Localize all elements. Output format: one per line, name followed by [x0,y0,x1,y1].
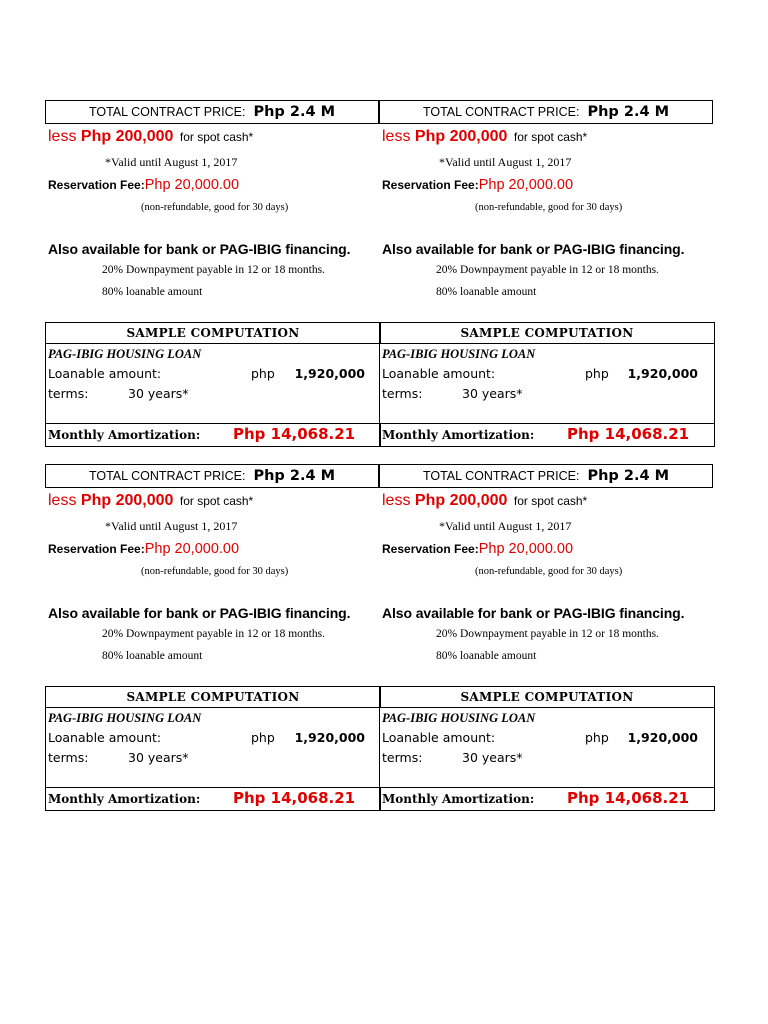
loanable-amount-label: Loanable amount: [382,730,496,745]
reservation-note: (non-refundable, good for 30 days) [141,566,289,577]
loanable-amount-currency: php [585,730,609,745]
loanable-amount-currency: php [251,730,275,745]
loan-type: PAG-IBIG HOUSING LOAN [382,711,536,725]
spot-cash-label: for spot cash* [179,494,254,508]
price-card [379,464,715,812]
reservation-fee-value: Php 20,000.00 [478,177,574,193]
validity-note: *Valid until August 1, 2017 [105,519,238,533]
less-amount: Php 200,000 [414,492,508,509]
reservation-fee-label: Reservation Fee: [48,178,145,192]
loanable-amount-value: 1,920,000 [294,730,365,745]
spot-cash-discount [382,128,587,146]
monthly-amortization-row [380,787,714,810]
terms-label: terms: [48,386,89,401]
terms-value: 30 years* [128,386,189,401]
spot-cash-discount [48,492,253,510]
reservation-fee [382,176,573,194]
spot-cash-label: for spot cash* [513,494,588,508]
terms-label: terms: [382,750,423,765]
reservation-note: (non-refundable, good for 30 days) [475,566,623,577]
reservation-fee-label: Reservation Fee: [48,542,145,556]
loanable-amount-value: 1,920,000 [627,366,698,381]
loanable-amount-label: Loanable amount: [382,366,496,381]
sample-computation-title: SAMPLE COMPUTATION [46,687,381,708]
loan-type: PAG-IBIG HOUSING LOAN [382,347,536,361]
reservation-fee-label: Reservation Fee: [382,178,479,192]
price-card [45,464,381,812]
total-contract-price-value: Php 2.4 M [587,468,670,484]
monthly-amortization-label: Monthly Amortization: [48,428,201,442]
terms-value: 30 years* [462,750,523,765]
total-contract-price-box [45,464,379,488]
terms-label: terms: [48,750,89,765]
reservation-fee-value: Php 20,000.00 [144,177,240,193]
spot-cash-label: for spot cash* [513,130,588,144]
financing-headline: Also available for bank or PAG-IBIG financing. [48,241,351,257]
sample-computation-box [45,322,381,447]
spot-cash-discount [382,492,587,510]
reservation-fee-value: Php 20,000.00 [144,541,240,557]
validity-note: *Valid until August 1, 2017 [439,155,572,169]
spot-cash-discount [48,128,253,146]
financing-headline: Also available for bank or PAG-IBIG financing. [382,241,685,257]
terms-value: 30 years* [128,750,189,765]
reservation-fee [48,176,239,194]
less-amount: Php 200,000 [414,128,508,145]
monthly-amortization-label: Monthly Amortization: [382,792,535,806]
sample-computation-box [45,686,381,811]
total-contract-price-value: Php 2.4 M [253,104,336,120]
financing-headline: Also available for bank or PAG-IBIG financing. [382,605,685,621]
downpayment-text: 20% Downpayment payable in 12 or 18 months. [436,628,659,640]
loanable-amount-value: 1,920,000 [294,366,365,381]
downpayment-text: 20% Downpayment payable in 12 or 18 months. [436,264,659,276]
reservation-note: (non-refundable, good for 30 days) [475,202,623,213]
terms-value: 30 years* [462,386,523,401]
total-contract-price-value: Php 2.4 M [587,104,670,120]
spot-cash-label: for spot cash* [179,130,254,144]
loanable-amount-value: 1,920,000 [627,730,698,745]
loanable-text: 80% loanable amount [436,286,537,298]
loanable-amount-currency: php [585,366,609,381]
loanable-amount-label: Loanable amount: [48,366,162,381]
monthly-amortization-row [380,423,714,446]
monthly-amortization-value: Php 14,068.21 [233,425,356,443]
validity-note: *Valid until August 1, 2017 [105,155,238,169]
validity-note: *Valid until August 1, 2017 [439,519,572,533]
financing-headline: Also available for bank or PAG-IBIG financing. [48,605,351,621]
downpayment-text: 20% Downpayment payable in 12 or 18 months. [102,264,325,276]
reservation-fee-label: Reservation Fee: [382,542,479,556]
total-contract-price-label: TOTAL CONTRACT PRICE: [88,469,246,483]
reservation-fee [382,540,573,558]
total-contract-price-value: Php 2.4 M [253,468,336,484]
total-contract-price-box [379,100,713,124]
loanable-text: 80% loanable amount [102,286,203,298]
sample-computation-title: SAMPLE COMPUTATION [46,323,381,344]
less-word: less [382,128,411,145]
reservation-fee-value: Php 20,000.00 [478,541,574,557]
monthly-amortization-label: Monthly Amortization: [48,792,201,806]
price-card [45,100,381,448]
less-amount: Php 200,000 [80,492,174,509]
monthly-amortization-row [46,423,381,446]
monthly-amortization-value: Php 14,068.21 [567,425,690,443]
sample-computation-box [379,686,715,811]
total-contract-price-label: TOTAL CONTRACT PRICE: [88,105,246,119]
monthly-amortization-label: Monthly Amortization: [382,428,535,442]
monthly-amortization-value: Php 14,068.21 [567,789,690,807]
reservation-note: (non-refundable, good for 30 days) [141,202,289,213]
loanable-text: 80% loanable amount [102,650,203,662]
monthly-amortization-row [46,787,381,810]
less-word: less [48,128,77,145]
total-contract-price-box [45,100,379,124]
loan-type: PAG-IBIG HOUSING LOAN [48,347,202,361]
loanable-text: 80% loanable amount [436,650,537,662]
downpayment-text: 20% Downpayment payable in 12 or 18 months. [102,628,325,640]
sample-computation-box [379,322,715,447]
terms-label: terms: [382,386,423,401]
loanable-amount-currency: php [251,366,275,381]
total-contract-price-label: TOTAL CONTRACT PRICE: [422,105,580,119]
monthly-amortization-value: Php 14,068.21 [233,789,356,807]
reservation-fee [48,540,239,558]
total-contract-price-label: TOTAL CONTRACT PRICE: [422,469,580,483]
loan-type: PAG-IBIG HOUSING LOAN [48,711,202,725]
sample-computation-title: SAMPLE COMPUTATION [380,687,714,708]
less-amount: Php 200,000 [80,128,174,145]
price-card [379,100,715,448]
loanable-amount-label: Loanable amount: [48,730,162,745]
less-word: less [48,492,77,509]
sample-computation-title: SAMPLE COMPUTATION [380,323,714,344]
less-word: less [382,492,411,509]
total-contract-price-box [379,464,713,488]
